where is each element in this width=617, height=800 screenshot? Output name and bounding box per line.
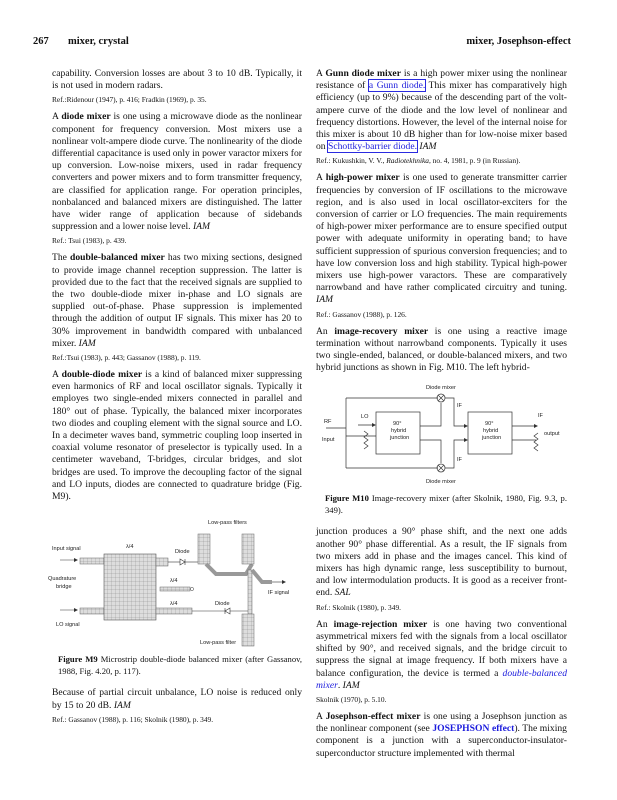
- entry-term: diode mixer: [61, 111, 111, 123]
- text: capability. Conversion losses are about 3 to 10 dB. Typically, it is not used in modern radars.: [52, 68, 302, 92]
- label-low-pass-filter: Low-pass filter: [200, 640, 237, 647]
- figure-m9-caption: [58, 654, 302, 677]
- reference: Ref.: Tsui (1983), p. 439.: [52, 236, 127, 246]
- text: A: [52, 111, 62, 123]
- entry-double-balanced-mixer: [52, 252, 302, 350]
- entry-term: Gunn diode mixer: [325, 68, 401, 79]
- text: .: [337, 679, 343, 691]
- reference: Ref.: Skolnik (1980), p. 349.: [316, 602, 401, 612]
- figure-label: Figure M9: [58, 654, 98, 665]
- label-lambda: λ/4: [170, 601, 178, 608]
- entry-image-rejection-mixer: [316, 619, 567, 692]
- label-if: IF: [457, 457, 462, 464]
- label-lo-signal: LO signal: [56, 622, 80, 629]
- paragraph-continuation: [52, 68, 302, 92]
- text: A: [316, 710, 326, 722]
- label-if-signal: IF signal: [268, 590, 290, 597]
- text: An: [316, 618, 334, 630]
- entry-josephson-effect-mixer: [316, 711, 567, 760]
- entry-diode-mixer: [52, 111, 302, 233]
- running-head-left: mixer, crystal: [68, 36, 129, 47]
- label-rf: RF: [324, 419, 332, 426]
- reference: Ref.:Tsui (1983), p. 443; Gassanov (1988), p. 119.: [52, 353, 201, 363]
- label-quadrature: Quadrature: [48, 576, 77, 583]
- author-initials: SAL: [334, 587, 351, 599]
- entry-term: double-diode mixer: [61, 369, 143, 381]
- entry-double-diode-mixer: [52, 369, 302, 503]
- text: Image-recovery mixer (after Skolnik, 1980, Fig. 9.3, p. 349).: [325, 493, 567, 515]
- label-diode: Diode: [175, 549, 190, 556]
- left-column: [48, 68, 302, 731]
- entry-gunn-diode-mixer: [316, 68, 567, 153]
- text: has two mixing sections, designed to provide image channel reception suppression. The latter is provided due to the fact that the received signals are supplied to the two double-diode mixer in-phase and LO signals are supplied out-of-phase. Phase suppression is implemented through the addition of output IF signals. This mixer has 20 to 30% improvement in bandwidth compared with unbalanced mixer.: [52, 252, 302, 349]
- entry-term: double-balanced mixer: [70, 252, 165, 264]
- reference: Skolnik (1970), p. 5.10.: [316, 694, 387, 704]
- text: A: [52, 369, 62, 381]
- entry-high-power-mixer: [316, 172, 567, 306]
- reference: Ref.: Gassanov (1988), p. 126.: [316, 309, 407, 319]
- label-90-degrees: 90°: [393, 421, 402, 428]
- reference: [316, 156, 567, 166]
- text: This mixer has comparatively high efficiency (up to 9%) because of the descending part of the volt-ampere curve of the diode and the low level of nonlinear and frequency distortions. However, the level of the internal noise for this mixer is about 10 dB higher than for low-noise mixer based on: [316, 80, 567, 153]
- entry-term: high-power mixer: [325, 172, 400, 184]
- text: , no. 4, 1981, p. 9 (in Russian).: [428, 156, 521, 166]
- label-hybrid: hybrid: [391, 428, 407, 435]
- label-lo: LO: [361, 414, 369, 421]
- entry-term: image-recovery mixer: [334, 325, 429, 337]
- link-double-balanced-mixer[interactable]: double-balanced mixer: [316, 667, 567, 691]
- reference: Ref.:Ridenour (1947), p. 416; Fradkin (1969), p. 35.: [52, 95, 207, 105]
- label-lambda: λ/4: [126, 544, 134, 551]
- label-output: output: [544, 431, 560, 438]
- label-diode-mixer: Diode mixer: [426, 385, 456, 392]
- entry-term: image-rejection mixer: [333, 618, 428, 630]
- running-head-right: mixer, Josephson-effect: [466, 36, 571, 47]
- paragraph-unbalance: [52, 687, 302, 711]
- text: junction produces a 90° phase shift, and the next one adds another 90° phase differential. As a result, the IF signals from two mixers add in phase and the images cancel. This kind of mixers has high dynamic range, less susceptibility to burnout, and low intermodulation products. It is good as a receiver front-end.: [316, 526, 567, 599]
- label-bridge: bridge: [56, 584, 72, 591]
- figure-m9-diagram: [20, 510, 302, 650]
- label-input-signal: Input signal: [52, 546, 81, 553]
- label-junction: junction: [390, 435, 410, 442]
- text: is one using a Josephson junction as the nonlinear component (see: [316, 710, 567, 735]
- text: ). The mixing component is a junction with a superconductor-insulator-superconductor structure implemented with thermal: [316, 723, 567, 759]
- text: Microstrip double-diode balanced mixer (after Gassanov, 1988, Fig. 4.20, p. 117).: [58, 654, 302, 676]
- label-junction: junction: [482, 435, 502, 442]
- author-initials: IAM: [342, 679, 360, 691]
- text: A: [316, 68, 326, 79]
- figure-m10-caption: [325, 493, 567, 516]
- link-schottky-barrier-diode[interactable]: Schottky-barrier diode.: [328, 141, 417, 153]
- text: is a high power mixer using the nonlinear resistance of: [316, 68, 567, 92]
- entry-image-recovery-mixer: [316, 326, 567, 375]
- text: An: [316, 325, 335, 337]
- link-gunn-diode[interactable]: a Gunn diode.: [368, 80, 426, 92]
- label-diode-mixer: Diode mixer: [426, 479, 456, 486]
- author-initials: IAM: [316, 294, 334, 306]
- text: A: [316, 172, 326, 184]
- author-initials: IAM: [192, 221, 210, 233]
- paragraph-junction: [316, 526, 567, 599]
- label-low-pass-filters: Low-pass filters: [208, 520, 247, 527]
- author-initials: IAM: [113, 699, 131, 711]
- text: Because of partial circuit unbalance, LO noise is reduced only by 15 to 20 dB.: [52, 687, 302, 711]
- label-hybrid: hybrid: [483, 428, 499, 435]
- label-90-degrees: 90°: [485, 421, 494, 428]
- label-if-output: IF: [538, 413, 543, 420]
- author-initials: IAM: [78, 337, 96, 349]
- reference: Ref.: Gassanov (1988), p. 116; Skolnik (1980), p. 349.: [52, 714, 214, 724]
- label-diode: Diode: [215, 601, 230, 608]
- author-initials: IAM: [416, 141, 437, 153]
- figure-m10-diagram: [316, 381, 566, 489]
- text: The: [52, 252, 71, 264]
- journal-name: Radiotekhnika: [386, 156, 429, 166]
- page-number: 267: [33, 36, 49, 47]
- right-column: [316, 68, 567, 763]
- text: Ref.: Kukushkin, V. V.,: [316, 156, 387, 166]
- text: is one using a microwave diode as the nonlinear component for frequency conversion. Most mixers use a nonlinear volt-ampere diode curve. The nonlinearity of the diode differential capacitance is used only in power varactor mixers for up conversion. Low-noise mixers, used in radar frequency converters and power mixers and to form transmitter frequency, are classified for application range. For operation principles, nonbalanced and balanced mixers are distinguished. The latter have wider range of application because of sidebands suppression and a lower noise level.: [52, 111, 302, 233]
- figure-label: Figure M10: [325, 493, 369, 504]
- text: is one using a reactive image termination without narrowband components. Typically it uses two single-ended, balanced, or double-balanced mixers, and two hybrid junctions as shown in Fig. M10. The left hybrid-: [316, 325, 567, 374]
- label-lambda: λ/4: [170, 578, 178, 585]
- link-josephson-effect[interactable]: JOSEPHSON effect: [432, 723, 515, 735]
- text: is a kind of balanced mixer suppressing even harmonics of RF and local oscillator signals. Typically it employes two single-ended mixers connected in parallel and 180° out of phase. Typically, the balanced mixer incorporates two diodes and coupling element with the signal source and LO. In a decimeter waves band, symmetric coupling loop inserted in coaxial volume resonator of preselector is typically used. In a centimeter waveband, T-bridges, circular bridges, and slot bridges are used. To improve the decoupling factor of the signal and LO inputs, diodes are connected to quadrature bridge (Fig. M9).: [52, 369, 302, 503]
- text: is one used to generate transmitter carrier frequencies by conversion of IF oscillations to the microwave region, and is also used in local oscillator-exciters for the conversion of carrier or LO frequencies. The main requirements of high-power mixer performance are to ensure specified output power with adequate uniformity in operating band; to have sufficient suppression of spurious conversion frequencies; and to have low conversion loss and high stability. Typical high-power mixers use high-power varactors. These are comparatively narrowband and have rather complicated circuitry and tuning.: [316, 172, 567, 294]
- label-if: IF: [457, 403, 462, 410]
- text: is one having two conventional asymmetrical mixers fed with the signals from a local oscillator shifted by 90°, and received signals, and the bridge circuit to suppress the signal at image frequency. If both mixers have a balance configuration, the device is termed a: [316, 618, 568, 679]
- label-input: Input: [322, 437, 335, 444]
- entry-term: Josephson-effect mixer: [325, 710, 421, 722]
